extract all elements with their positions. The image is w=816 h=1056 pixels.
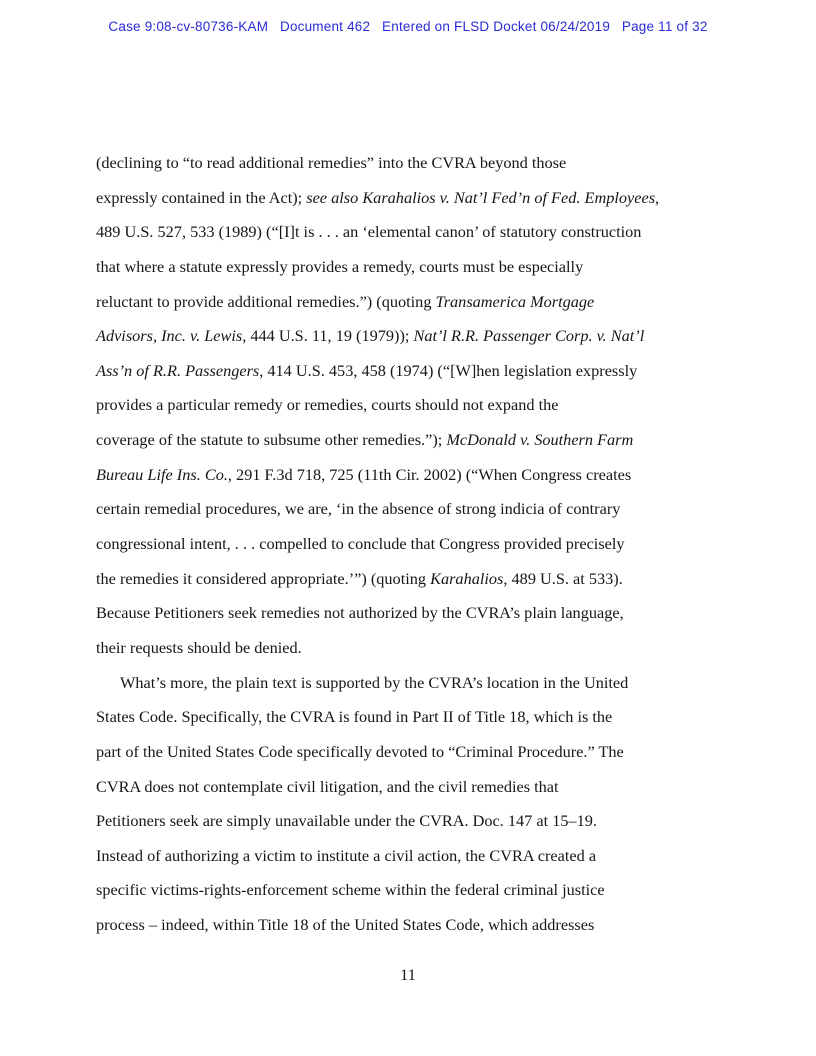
body-text: provides a particular remedy or remedies, courts should not expand the (96, 395, 559, 415)
text-line (96, 492, 756, 527)
body-text: CVRA does not contemplate civil litigation, and the civil remedies that (96, 776, 559, 796)
case-citation: Bureau Life Ins. Co. (96, 464, 228, 484)
body-text: their requests should be denied. (96, 637, 302, 657)
case-citation: Karahalios (430, 568, 504, 588)
body-text: the remedies it considered appropriate.’”) (quoting (96, 568, 431, 588)
text-line (96, 423, 756, 458)
text-line (96, 804, 756, 839)
body-text: part of the United States Code specifically devoted to “Criminal Procedure.” The (96, 741, 624, 761)
case-citation: Nat’l R.R. Passenger Corp. v. Nat’l (413, 326, 645, 346)
body-text: specific victims-rights-enforcement scheme within the federal criminal justice (96, 880, 605, 900)
text-line (96, 527, 756, 562)
body-text: , 291 F.3d 718, 725 (11th Cir. 2002) (“When Congress creates (227, 464, 632, 484)
body-text: certain remedial procedures, we are, ‘in the absence of strong indicia of contrary (96, 499, 621, 519)
case-citation: Advisors, Inc. v. Lewis (96, 326, 243, 346)
page-number: 11 (400, 965, 416, 984)
body-text: 489 U.S. 527, 533 (1989) (“[I]t is . . . an ‘elemental canon’ of statutory construction (96, 222, 642, 242)
case-citation: Transamerica Mortgage (435, 291, 595, 311)
body-text: Instead of authorizing a victim to institute a civil action, the CVRA created a (96, 845, 597, 865)
case-citation: see also Karahalios v. Nat’l Fed’n of Fed. Employees (306, 187, 656, 207)
body-text: process – indeed, within Title 18 of the United States Code, which addresses (96, 915, 595, 935)
body-text: (declining to “to read additional remedies” into the CVRA beyond those (96, 153, 567, 172)
body-text: What’s more, the plain text is supported by the CVRA’s location in the United (120, 672, 629, 692)
case-citation: McDonald v. Southern Farm (446, 430, 634, 450)
body-text: , 489 U.S. at 533). (503, 568, 623, 588)
text-line (96, 873, 756, 908)
text-line (96, 596, 756, 631)
text-line (96, 250, 756, 285)
body-text: Petitioners seek are simply unavailable under the CVRA. Doc. 147 at 15–19. (96, 811, 597, 831)
text-line (96, 908, 756, 943)
body-text: , 414 U.S. 453, 458 (1974) (“[W]hen legislation expressly (259, 360, 638, 380)
text-line (96, 770, 756, 805)
text-line (96, 700, 756, 735)
text-line (96, 735, 756, 770)
docket-header-text: Case 9:08-cv-80736-KAM Document 462 Entered on FLSD Docket 06/24/2019 Page 11 of 32 (108, 19, 708, 34)
text-line (96, 839, 756, 874)
text-line (96, 666, 756, 701)
body-text: that where a statute expressly provides a remedy, courts must be especially (96, 256, 584, 276)
body-text: congressional intent, . . . compelled to conclude that Congress provided precisely (96, 534, 625, 554)
text-line (96, 631, 756, 666)
body-text: reluctant to provide additional remedies.”) (quoting (96, 291, 436, 311)
body-text: , 444 U.S. 11, 19 (1979)); (242, 326, 414, 346)
body-text: expressly contained in the Act); (96, 187, 307, 207)
text-line (96, 388, 756, 423)
text-line (96, 215, 756, 250)
text-line (96, 146, 756, 181)
text-line (96, 562, 756, 597)
text-line (96, 458, 756, 493)
body-text: coverage of the statute to subsume other remedies.”); (96, 430, 447, 450)
text-line (96, 354, 756, 389)
text-line (96, 319, 756, 354)
document-body (96, 146, 756, 943)
text-line (96, 181, 756, 216)
body-text: Because Petitioners seek remedies not authorized by the CVRA’s plain language, (96, 603, 624, 623)
text-line (96, 285, 756, 320)
body-text: , (655, 187, 660, 207)
case-citation: Ass’n of R.R. Passengers (96, 360, 260, 380)
body-text: States Code. Specifically, the CVRA is found in Part II of Title 18, which is the (96, 707, 613, 727)
